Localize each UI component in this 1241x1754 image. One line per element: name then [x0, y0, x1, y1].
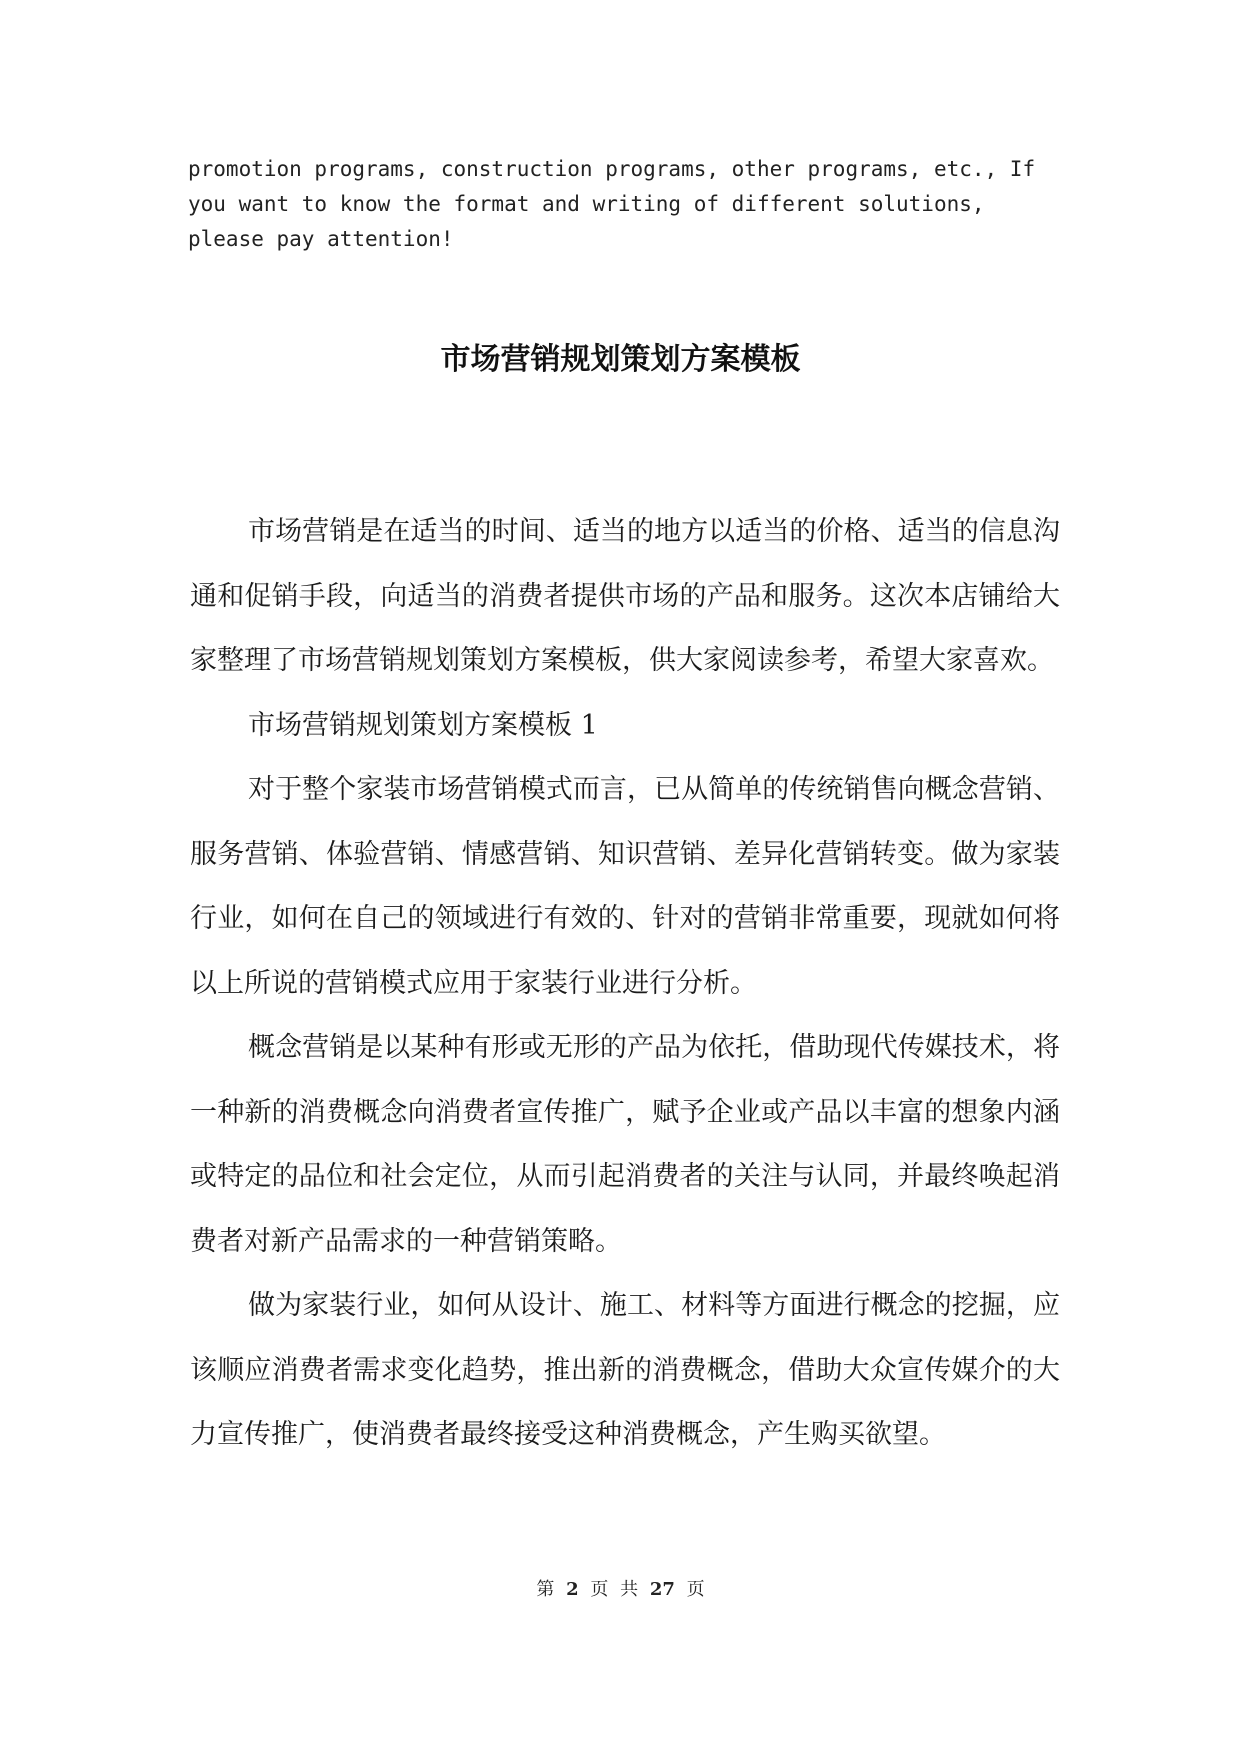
intro-line: please pay attention! — [188, 227, 454, 251]
intro-line: promotion programs, construction programs, other programs, etc., If — [188, 157, 1036, 181]
document-body — [190, 500, 1060, 1468]
intro-text — [188, 152, 1068, 257]
paragraph: 概念营销是以某种有形或无形的产品为依托，借助现代传媒技术，将一种新的消费概念向消费者宣传推广，赋予企业或产品以丰富的想象内涵或特定的品位和社会定位，从而引起消费者的关注与认同，并最终唤起消费者对新产品需求的一种营销策略。 — [190, 1032, 1060, 1257]
document-title: 市场营销规划策划方案模板 — [440, 342, 801, 377]
footer-prefix: 第 — [536, 1579, 555, 1600]
footer-middle: 页 共 — [590, 1579, 639, 1600]
footer-total-pages: 27 — [649, 1579, 675, 1600]
intro-line: you want to know the format and writing of different solutions, — [188, 192, 985, 216]
page-footer — [0, 1578, 1241, 1602]
footer-suffix: 页 — [686, 1579, 705, 1600]
paragraph-intro: 市场营销是在适当的时间、适当的地方以适当的价格、适当的信息沟通和促销手段，向适当的消费者提供市场的产品和服务。这次本店铺给大家整理了市场营销规划策划方案模板，供大家阅读参考，希望大家喜欢。 — [190, 516, 1060, 676]
section-heading: 市场营销规划策划方案模板 1 — [248, 709, 598, 741]
footer-page-number: 2 — [566, 1579, 579, 1600]
paragraph: 对于整个家装市场营销模式而言，已从简单的传统销售向概念营销、服务营销、体验营销、情感营销、知识营销、差异化营销转变。做为家装行业，如何在自己的领域进行有效的、针对的营销非常重要，现就如何将以上所说的营销模式应用于家装行业进行分析。 — [190, 774, 1060, 999]
paragraph: 做为家装行业，如何从设计、施工、材料等方面进行概念的挖掘，应该顺应消费者需求变化趋势，推出新的消费概念，借助大众宣传媒介的大力宣传推广，使消费者最终接受这种消费概念，产生购买欲望。 — [190, 1290, 1060, 1450]
